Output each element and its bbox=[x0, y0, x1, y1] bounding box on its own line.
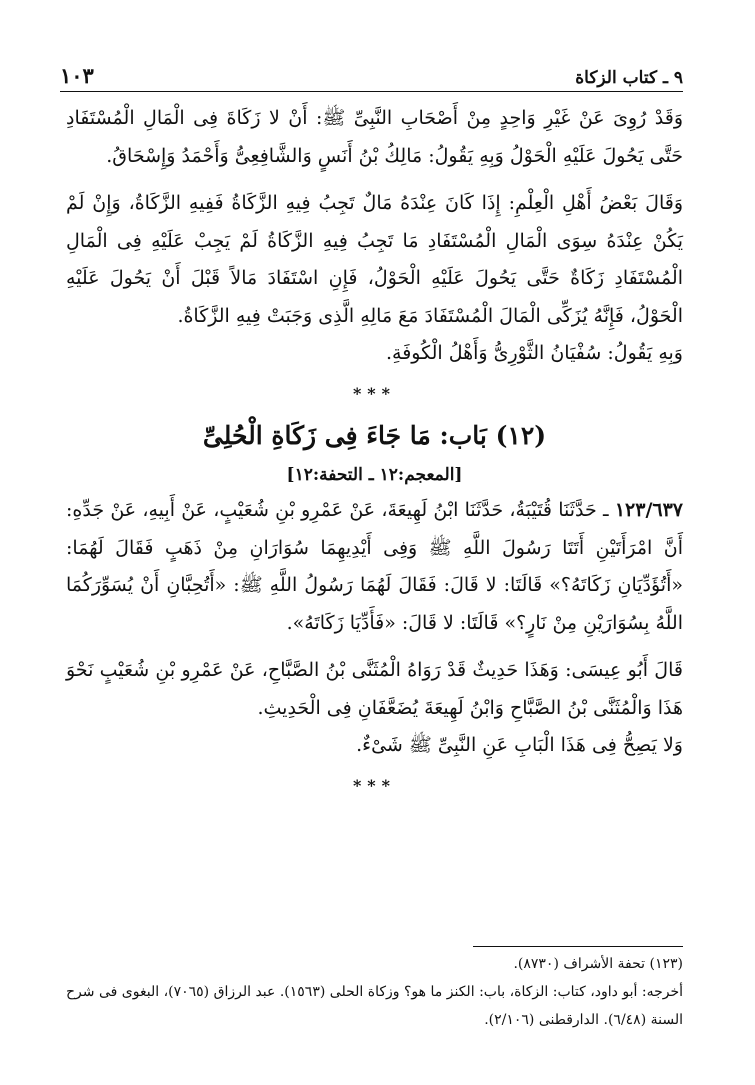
paragraph-1: وَقَدْ رُوِىَ عَنْ غَيْرِ وَاحِدٍ مِنْ أَصْحَابِ النَّبِىِّ ﷺ: أَنْ لا زَكَاةَ فِى الْمَالِ الْمُسْتَفَادِ حَتَّى يَحُولَ عَلَيْهِ الْحَوْلُ وَبِهِ يَقُولُ: مَالِكُ بْنُ أَنَسٍ وَالشَّافِعِىُّ وَأَحْمَدُ وَإِسْحَاقُ. bbox=[66, 107, 683, 167]
chapter-heading: ٩ ـ كتاب الزكاة bbox=[575, 68, 683, 88]
paragraph-3: وَبِهِ يَقُولُ: سُفْيَانُ الثَّوْرِىُّ وَأَهْلُ الْكُوفَةِ. bbox=[386, 342, 683, 364]
running-header bbox=[60, 58, 683, 92]
hadith-number: ١٢٣/٦٣٧ bbox=[614, 499, 683, 521]
hadith-paragraph bbox=[66, 492, 683, 642]
section-separator: *** bbox=[352, 383, 397, 403]
main-text bbox=[66, 100, 683, 806]
commentary-1: قَالَ أَبُو عِيسَى: وَهَذَا حَدِيثٌ قَدْ رَوَاهُ الْمُثَنَّى بْنُ الصَّبَّاحِ، عَنْ عَمْرِو بْنِ شُعَيْبٍ نَحْوَ هَذَا وَالْمُثَنَّى بْنُ الصَّبَّاحِ وَابْنُ لَهِيعَةَ يُضَعَّفَانِ فِى الْحَدِيثِ. bbox=[66, 659, 683, 719]
page-number: ١٠٣ bbox=[60, 63, 94, 88]
paragraph-2: وَقَالَ بَعْضُ أَهْلِ الْعِلْمِ: إِذَا كَانَ عِنْدَهُ مَالٌ تَجِبُ فِيهِ الزَّكَاةُ فَفِيهِ الزَّكَاةُ، وَإِنْ لَمْ يَكُنْ عِنْدَهُ سِوَى الْمَالِ الْمُسْتَفَادِ مَا تَجِبُ فِيهِ الزَّكَاةُ لَمْ يَجِبْ عَلَيْهِ فِى الْمَالِ الْمُسْتَفَادِ زَكَاةٌ حَتَّى يَحُولَ عَلَيْهِ الْحَوْلُ، فَإِنِ اسْتَفَادَ مَالاً قَبْلَ أَنْ يَحُولَ عَلَيْهِ الْحَوْلُ، فَإِنَّهُ يُزَكِّى الْمَالَ الْمُسْتَفَادَ مَعَ مَالِهِ الَّذِى وَجَبَتْ فِيهِ الزَّكَاةُ. bbox=[66, 192, 683, 327]
chapter-title: (١٢) بَاب: مَا جَاءَ فِى زَكَاةِ الْحُلِىِّ bbox=[202, 421, 547, 450]
commentary-2: وَلا يَصِحُّ فِى هَذَا الْبَابِ عَنِ النَّبِىِّ ﷺ شَىْءٌ. bbox=[356, 734, 683, 756]
hadith-text: ـ حَدَّثَنَا قُتَيْبَةُ، حَدَّثَنَا ابْنُ لَهِيعَةَ، عَنْ عَمْرِو بْنِ شُعَيْبٍ، عَنْ أَبِيهِ، عَنْ جَدِّهِ: أَنَّ امْرَأَتَيْنِ أَتَتَا رَسُولَ اللَّهِ ﷺ وَفِى أَيْدِيهِمَا سُوَارَانِ مِنْ ذَهَبٍ فَقَالَ لَهُمَا: «أَتُؤَدِّيَانِ زَكَاتَهُ؟» قَالَتَا: لا قَالَ: فَقَالَ لَهُمَا رَسُولُ اللَّهِ ﷺ: «أَتُحِبَّانِ أَنْ يُسَوِّرَكُمَا اللَّهُ بِسُوَارَيْنِ مِنْ نَارٍ؟» قَالَتَا: لا قَالَ: «فَأَدِّيَا زَكَاتَهُ». bbox=[66, 499, 683, 634]
section-separator-end: *** bbox=[352, 775, 397, 795]
footnote-1: (١٢٣) تحفة الأشراف (٨٧٣٠). bbox=[513, 956, 683, 972]
footnote-divider bbox=[473, 946, 683, 947]
footnotes bbox=[66, 950, 683, 1034]
footnote-2: أخرجه: أبو داود، كتاب: الزكاة، باب: الكنز ما هو؟ وزكاة الحلى (١٥٦٣). عبد الرزاق (٧٠٦٥)، البغوى فى شرح السنة (٦/٤٨). الدارقطنى (٢/١٠٦). bbox=[66, 984, 683, 1028]
chapter-reference: [المعجم:١٢ ـ التحفة:١٢] bbox=[286, 465, 463, 485]
